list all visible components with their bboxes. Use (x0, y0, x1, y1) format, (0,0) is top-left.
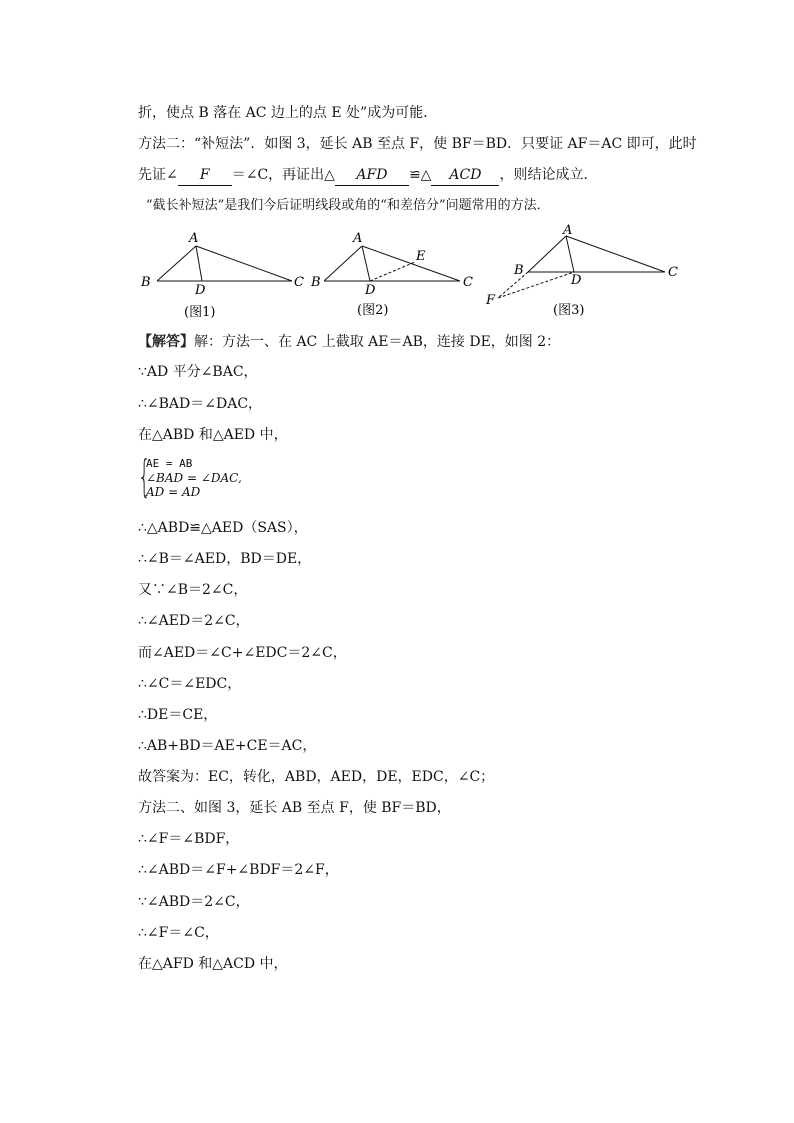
proof-line: ∴∠F＝∠BDF， (138, 831, 240, 847)
figure-2 (324, 246, 460, 281)
answer-tag: 【解答】 (138, 334, 194, 350)
proof-line: 而∠AED＝∠C+∠EDC＝2∠C， (138, 645, 347, 661)
proof-line: ∴△ABD≌△AED（SAS）， (138, 520, 308, 536)
brace-symbol: { (138, 451, 151, 502)
proof-line: 又∵∠B＝2∠C， (138, 582, 248, 598)
condition-line: AE = AB (146, 457, 193, 470)
proof-line: ∵∠ABD＝2∠C， (138, 894, 250, 910)
vertex-label: B (311, 275, 321, 290)
figure-caption: (图1) (184, 305, 216, 320)
method-note: “截长补短法”是我们今后证明线段或角的“和差倍分”问题常用的方法． (146, 198, 550, 213)
figure-caption: (图2) (357, 303, 389, 318)
answer-blank: F (178, 165, 232, 186)
text-line: 折，使点 B 落在 AC 边上的点 E 处”成为可能． (138, 105, 438, 121)
proof-line: ∴∠AED＝2∠C， (138, 613, 250, 629)
text-segment: 解：方法一、在 AC 上截取 AE＝AB，连接 DE，如图 2： (194, 334, 561, 350)
geometry-figures (0, 220, 794, 340)
condition-line: ∠BAD = ∠DAC, (146, 471, 242, 485)
answer-blank: ACD (431, 165, 499, 186)
proof-line: 在△ABD 和△AED 中， (138, 427, 288, 443)
vertex-label: D (571, 273, 582, 288)
text-line-with-blanks (138, 165, 597, 186)
text-segment: ，则结论成立． (499, 167, 598, 183)
congruence-conditions (138, 451, 338, 505)
vertex-label: B (141, 275, 151, 290)
vertex-label: D (195, 283, 206, 298)
figure-1 (157, 246, 292, 281)
vertex-label: C (463, 275, 473, 290)
proof-line: ∴∠F＝∠C， (138, 925, 219, 941)
proof-line: ∴∠C＝∠EDC， (138, 676, 242, 692)
text-segment: ＝∠C，再证出△ (231, 167, 335, 183)
vertex-label: A (563, 223, 573, 238)
proof-line: ∴∠BAD＝∠DAC， (138, 396, 263, 412)
proof-line: ∴AB+BD＝AE+CE＝AC， (138, 738, 317, 754)
proof-line: 在△AFD 和△ACD 中， (138, 956, 288, 972)
figure-caption: (图3) (553, 303, 585, 318)
vertex-label: E (416, 249, 426, 264)
vertex-label: A (189, 231, 199, 246)
answer-blank: AFD (335, 165, 409, 186)
proof-line: ∵AD 平分∠BAC， (138, 364, 258, 380)
text-line: 方法二：“补短法”．如图 3，延长 AB 至点 F，使 BF＝BD．只要证 AF＝AC 即可，此时 (138, 136, 697, 152)
proof-line: ∴DE＝CE， (138, 707, 218, 723)
text-segment: ≌△ (408, 167, 432, 183)
proof-line: ∴∠B＝∠AED，BD＝DE， (138, 551, 312, 567)
proof-line: ∴∠ABD＝∠F+∠BDF＝2∠F， (138, 862, 339, 878)
vertex-label: C (668, 265, 678, 280)
vertex-label: A (353, 231, 363, 246)
vertex-label: B (514, 263, 524, 278)
vertex-label: C (294, 275, 304, 290)
solution-header (138, 332, 560, 352)
proof-line: 方法二、如图 3，延长 AB 至点 F，使 BF＝BD， (138, 800, 451, 816)
condition-line: AD = AD (146, 485, 201, 499)
vertex-label: D (365, 283, 376, 298)
text-segment: 先证∠ (138, 167, 178, 183)
vertex-label: F (486, 293, 496, 308)
answer-line: 故答案为：EC，转化，ABD，AED，DE，EDC，∠C； (138, 769, 495, 785)
